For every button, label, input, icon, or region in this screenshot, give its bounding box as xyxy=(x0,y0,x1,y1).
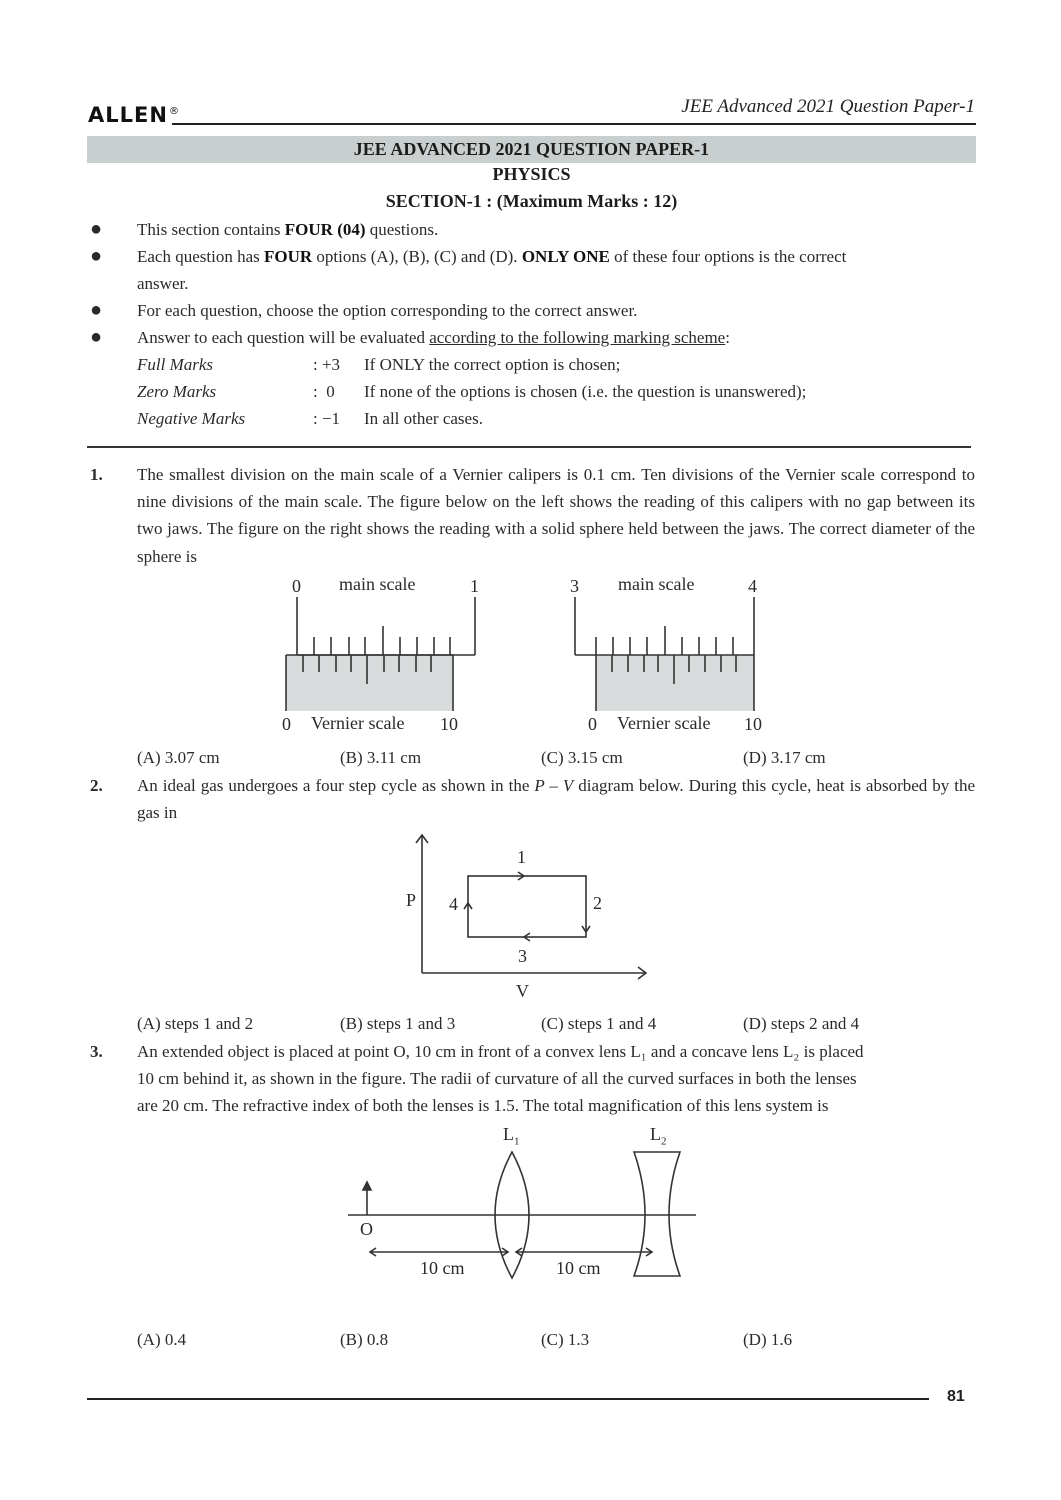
lens1-label: $L_1$ xyxy=(503,1124,520,1148)
option-d: (D) steps 2 and 4 xyxy=(743,1014,860,1033)
main-scale-label: main scale xyxy=(618,574,695,594)
option-b: (B) 3.11 cm xyxy=(340,748,422,767)
option-a: (A) 3.07 cm xyxy=(137,748,220,767)
option-b: (B) steps 1 and 3 xyxy=(340,1014,456,1033)
option-a: (A) 0.4 xyxy=(137,1330,187,1349)
option-a: (A) steps 1 and 2 xyxy=(137,1014,254,1033)
option-b: (B) 0.8 xyxy=(340,1330,389,1349)
option-d: (D) 1.6 xyxy=(743,1330,793,1349)
instruction-1: This section contains FOUR (04) questions. xyxy=(137,220,439,239)
option-c: (C) steps 1 and 4 xyxy=(541,1014,657,1033)
marking-desc: If none of the options is chosen (i.e. the question is unanswered); xyxy=(364,382,807,401)
main-scale-label: main scale xyxy=(339,574,416,594)
logo-text: ALLEN xyxy=(88,103,168,127)
section-heading: SECTION-1 : (Maximum Marks : 12) xyxy=(385,191,678,211)
question-number: 2. xyxy=(90,776,103,795)
vernier-label: Vernier scale xyxy=(311,713,405,733)
marking-label: Full Marks xyxy=(137,355,214,374)
header-rule xyxy=(172,123,976,125)
question-text-line3: are 20 cm. The refractive index of both the lenses is 1.5. The total magnification of this lens system is xyxy=(137,1096,829,1115)
step-label-3: 3 xyxy=(518,946,527,966)
option-c: (C) 1.3 xyxy=(541,1330,590,1349)
vernier-end: 10 xyxy=(744,714,762,734)
step-label-1: 1 xyxy=(517,847,526,867)
instruction-2: Each question has FOUR options (A), (B), (C) and (D). ONLY ONE of these four options is the correct xyxy=(137,247,847,266)
x-axis-label: V xyxy=(516,981,529,1001)
main-scale-end: 1 xyxy=(470,576,479,596)
paper-title-band: JEE ADVANCED 2021 QUESTION PAPER-1 xyxy=(87,136,976,163)
vernier-end: 10 xyxy=(440,714,458,734)
section-divider xyxy=(87,446,971,448)
question-text-line2: 10 cm behind it, as shown in the figure. The radii of curvature of all the curved surfaces in both the lenses xyxy=(137,1069,857,1088)
question-text: An ideal gas undergoes a four step cycle as shown in the P – V diagram below. During this cycle, heat is absorbed by the gas in xyxy=(137,776,975,823)
lens2-label: $L_2$ xyxy=(650,1124,667,1148)
distance-2: 10 cm xyxy=(556,1258,601,1278)
instruction-3: For each question, choose the option corresponding to the correct answer. xyxy=(137,301,638,320)
marking-value: : +3 xyxy=(313,355,341,374)
pv-diagram xyxy=(380,825,680,985)
bullet-icon: ● xyxy=(90,299,103,321)
marking-value: : −1 xyxy=(313,409,341,428)
y-axis-label: P xyxy=(406,890,417,910)
main-scale-end: 4 xyxy=(748,576,757,596)
option-c: (C) 3.15 cm xyxy=(541,748,623,767)
vernier-label: Vernier scale xyxy=(617,713,711,733)
question-text-line1: An extended object is placed at point O, 10 cm in front of a convex lens L₁ and a concave lens L₂ is placed xyxy=(137,1042,864,1061)
marking-label: Zero Marks xyxy=(137,382,217,401)
bullet-icon: ● xyxy=(90,326,103,348)
vernier-start: 0 xyxy=(282,714,291,734)
lens-diagram xyxy=(340,1140,710,1285)
main-scale-start: 3 xyxy=(570,576,579,596)
subject-heading: PHYSICS xyxy=(492,164,571,184)
instruction-4: Answer to each question will be evaluated according to the following marking scheme: xyxy=(137,328,730,347)
distance-1: 10 cm xyxy=(420,1258,465,1278)
main-scale-start: 0 xyxy=(292,576,301,596)
marking-desc: In all other cases. xyxy=(364,409,483,428)
question-number: 1. xyxy=(90,465,103,484)
bullet-icon: ● xyxy=(90,245,103,267)
running-title: JEE Advanced 2021 Question Paper-1 xyxy=(681,96,975,117)
object-label: O xyxy=(360,1219,373,1239)
question-number: 3. xyxy=(90,1042,103,1061)
footer-rule xyxy=(87,1398,929,1400)
allen-logo xyxy=(88,103,180,127)
bullet-icon: ● xyxy=(90,218,103,240)
marking-desc: If ONLY the correct option is chosen; xyxy=(364,355,621,374)
step-label-2: 2 xyxy=(593,893,602,913)
step-label-4: 4 xyxy=(449,894,458,914)
instruction-2-cont: answer. xyxy=(137,274,189,293)
page-number: 81 xyxy=(947,1388,965,1405)
option-d: (D) 3.17 cm xyxy=(743,748,826,767)
question-text: The smallest division on the main scale of a Vernier calipers is 0.1 cm. Ten divisions of the Vernier scale correspond to nine divisions of the main scale. The figure below on the left shows the reading of this calipers with no gap between its two jaws. The figure on the right shows the reading with a solid sphere held between the jaws. The correct diameter of the sphere is xyxy=(137,465,975,566)
marking-value: : 0 xyxy=(313,382,335,401)
marking-label: Negative Marks xyxy=(137,409,246,428)
vernier-start: 0 xyxy=(588,714,597,734)
registered-mark: ® xyxy=(168,106,180,117)
